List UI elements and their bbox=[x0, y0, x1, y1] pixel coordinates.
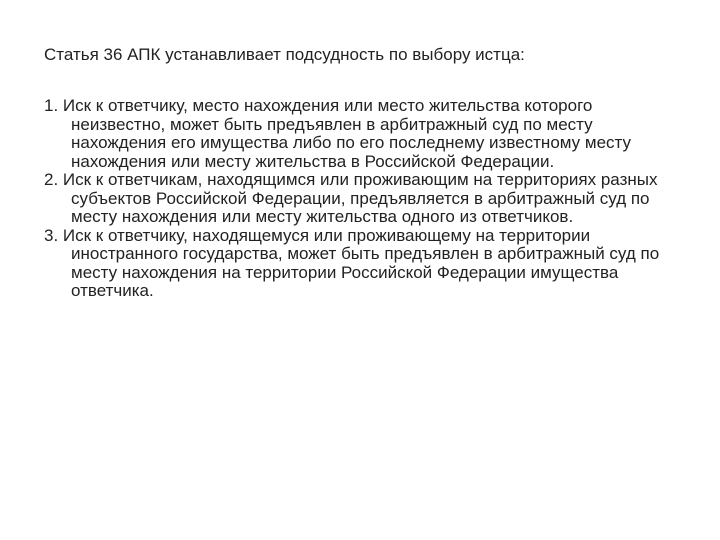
list-item: 1. Иск к ответчику, место нахождения или место жительства которого неизвестно, может быть предъявлен в арбитражный суд по месту нахождения его имущества либо по его последнему известному месту нахождения или месту жительства в Российской Федерации. bbox=[44, 96, 631, 171]
list-item: 3. Иск к ответчику, находящемуся или проживающему на территории иностранного государства, может быть предъявлен в арбитражный суд по месту нахождения на территории Российской Федерации имущества ответчика. bbox=[44, 225, 660, 300]
list-item: 2. Иск к ответчикам, находящимся или проживающим на территориях разных субъектов Российской Федерации, предъявляется в арбитражный суд по месту нахождения или месту жительства одного из ответчиков. bbox=[44, 170, 658, 226]
article-provisions-list bbox=[44, 97, 684, 301]
slide-heading: Статья 36 АПК устанавливает подсудность по выбору истца: bbox=[44, 45, 525, 64]
